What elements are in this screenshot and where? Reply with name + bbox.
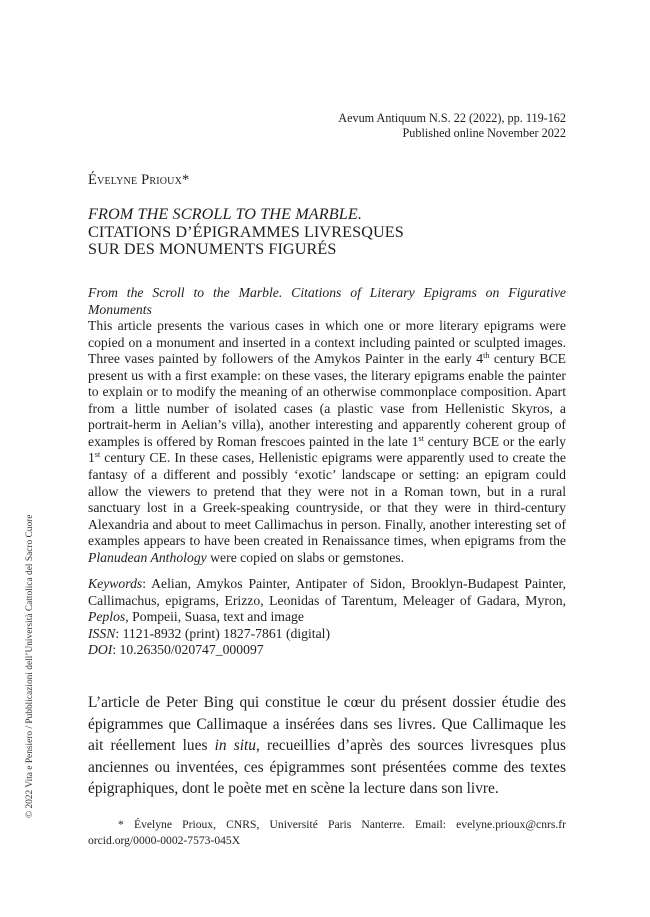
- abstract-text-part: This article presents the various cases in which one or more literary epigrams were copied on a monument and inserted in a context including painted or sculpted images. Three vases painted by followers of the Amykos Painter in the early 4: [88, 318, 566, 367]
- keywords-label: Keywords: [88, 576, 143, 591]
- keywords-text: : Aelian, Amykos Painter, Antipater of Sidon, Brooklyn-Budapest Painter, Callimachus, epigrams, Erizzo, Leonidas of Tarentum, Meleager of Gadara, Myron,: [88, 576, 566, 608]
- keywords-italic: Peplos: [88, 609, 126, 625]
- doi-value: : 10.26350/020747_000097: [112, 642, 264, 658]
- abstract-text-part: century BCE or the early 1: [88, 433, 566, 466]
- author-initial: É: [88, 172, 98, 188]
- author-name: [88, 172, 189, 189]
- title-line-1: FROM THE SCROLL TO THE MARBLE.: [88, 205, 363, 223]
- journal-line: Aevum Antiquum N.S. 22 (2022), pp. 119-162: [338, 111, 566, 125]
- superscript: st: [94, 450, 101, 460]
- title-line-2: CITATIONS D’ÉPIGRAMMES LIVRESQUES: [88, 222, 404, 241]
- journal-citation: [338, 111, 566, 141]
- issn: [88, 626, 566, 643]
- footnote: [88, 817, 566, 849]
- issn-label: ISSN: [88, 625, 116, 641]
- doi-label: DOI: [88, 642, 113, 658]
- english-title: From the Scroll to the Marble. Citations of Literary Epigrams on Figurative Monuments: [88, 285, 566, 317]
- superscript: st: [418, 433, 424, 443]
- keywords-block: [88, 576, 566, 659]
- abstract-text-part: were copied on slabs or gemstones.: [206, 549, 405, 565]
- author-name-rest: velyne Prioux: [97, 172, 183, 188]
- author-footnote-mark: *: [182, 172, 190, 188]
- body-paragraph: [88, 692, 566, 800]
- body-text-part: L’article de Peter Bing qui constitue le cœur du présent dossier étudie des épigrammes que Callimaque a insérées dans ses livres. Que Callimaque les ait réellement lues: [88, 694, 566, 755]
- copyright-spine: © 2022 Vita e Pensiero / Pubblicazioni dell’Università Cattolica del Sacro Cuore: [25, 514, 35, 818]
- abstract-text-part: century BCE present us with a first example: on these vases, the literary epigrams enable the painter to explain or to modify the meaning of an otherwise commonplace composition. Apart from a little number of isolated cases (a plastic vase from Hellenistic Skyros, a portrait-herm in Aelian’s villa), another interesting and apparently coherent group of examples is offered by Roman frescoes painted in the late 1: [88, 351, 566, 449]
- article-title: [88, 206, 558, 259]
- issn-value: : 1121-8932 (print) 1827-7861 (digital): [115, 625, 331, 641]
- superscript: th: [483, 351, 490, 361]
- keywords-text: , Pompeii, Suasa, text and image: [125, 609, 304, 625]
- title-line-3: SUR DES MONUMENTS FIGURÉS: [88, 240, 337, 258]
- footnote-text: * Évelyne Prioux, CNRS, Université Paris Nanterre. Email: evelyne.prioux@cnrs.fr orcid.org/0000-0002-7573-045X: [88, 818, 566, 847]
- published-line: Published online November 2022: [402, 126, 566, 140]
- abstract-text-part: century CE. In these cases, Hellenistic epigrams were apparently used to create the fantasy of a different and possibly ‘exotic’ landscape or setting: an epigram could allow the viewers to pretend that they were not in a Roman town, but in a rural sanctuary lost in a Greek-speaking countryside, or that they were in third-century Alexandria and about to meet Callimachus in person. Finally, another interesting set of examples appears to have been created in Renaissance times, when epigrams from the: [88, 450, 566, 549]
- keywords: [88, 576, 566, 626]
- anthology-title: Planudean Anthology: [88, 549, 207, 565]
- doi: [88, 642, 566, 659]
- abstract: [88, 285, 566, 566]
- body-text-part: , recueillies d’après des sources livresques plus anciennes ou inventées, ces épigrammes sont présentées comme des textes épigraphiques, dont le poète met en scène la lecture dans son livre.: [88, 737, 567, 798]
- abstract-text: [88, 318, 566, 566]
- body-italic: in situ: [214, 737, 256, 755]
- body-text: [88, 692, 566, 800]
